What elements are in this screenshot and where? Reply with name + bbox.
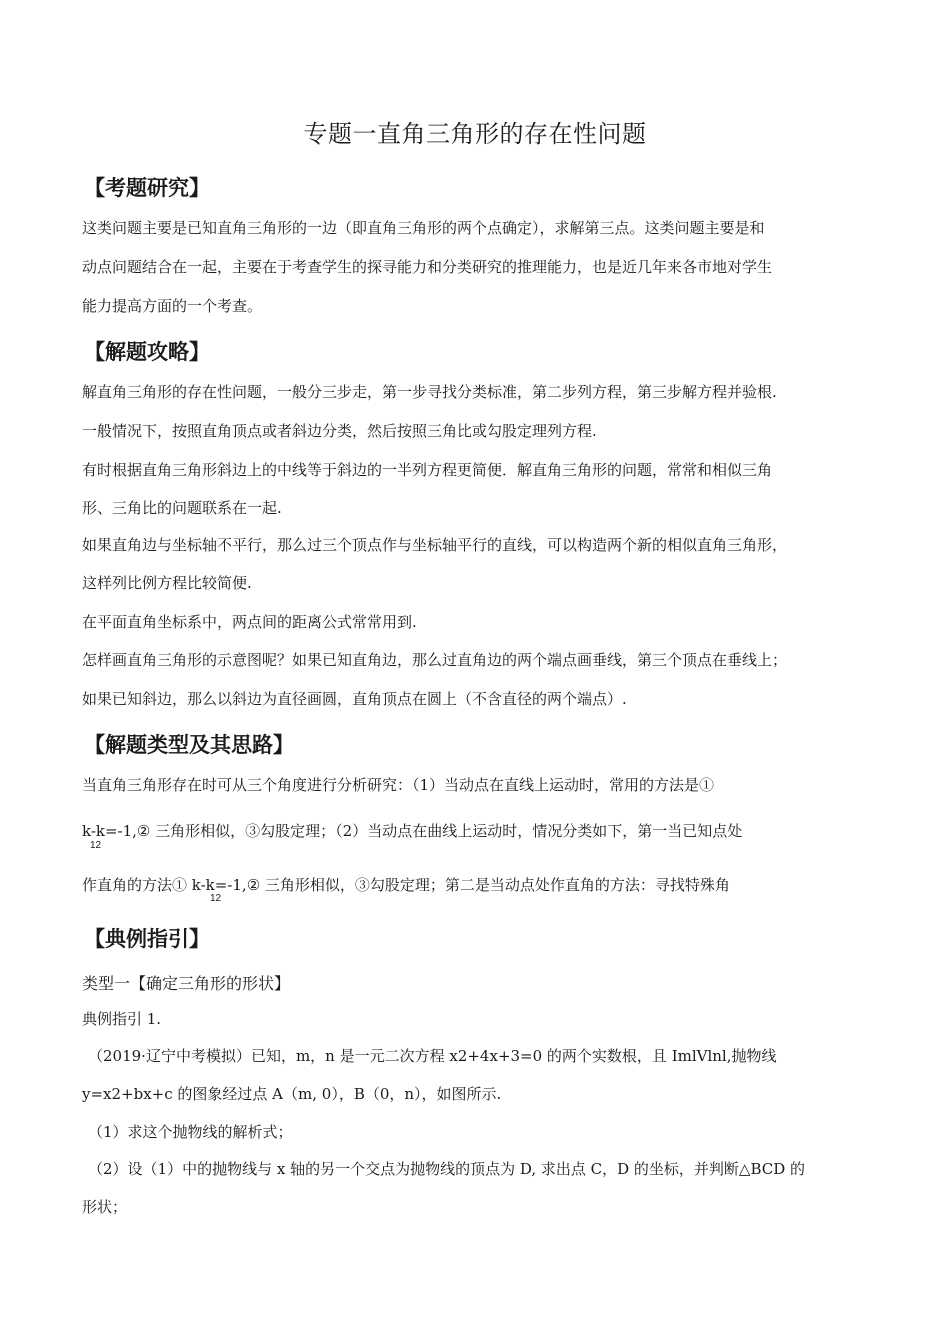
paragraph-line: 当直角三角形存在时可从三个角度进行分析研究：（1）当动点在直线上运动时，常用的方法是① (82, 776, 715, 794)
question-2: （2）设（1）中的抛物线与 x 轴的另一个交点为抛物线的顶点为 D, 求出点 C，D 的坐标，并判断△BCD 的 (88, 1160, 806, 1178)
section-heading-types: 【解题类型及其思路】 (84, 733, 294, 757)
question-1: （1）求这个抛物线的解析式； (88, 1123, 293, 1141)
subscript-label: 12 (210, 893, 222, 904)
paragraph-line: 形、三角比的问题联系在一起. (82, 499, 282, 517)
subscript-label: 12 (90, 840, 102, 851)
paragraph-line: 这样列比例方程比较简便. (82, 574, 252, 592)
problem-line: y=x2+bx+c 的图象经过点 A（m, 0），B（0，n），如图所示. (82, 1085, 502, 1103)
type-label: 类型一【确定三角形的形状】 (82, 974, 291, 993)
paragraph-line: 如果直角边与坐标轴不平行，那么过三个顶点作与坐标轴平行的直线，可以构造两个新的相似直角三角形， (82, 536, 788, 554)
example-label: 典例指引 1. (82, 1010, 162, 1028)
paragraph-line: 有时根据直角三角形斜边上的中线等于斜边的一半列方程更简便．解直角三角形的问题，常常和相似三角 (82, 461, 773, 479)
problem-line: （2019·辽宁中考模拟）已知，m，n 是一元二次方程 x2+4x+3=0 的两个实数根，且 ImlVlnl,抛物线 (88, 1047, 777, 1065)
paragraph-line: 在平面直角坐标系中，两点间的距离公式常常用到. (82, 613, 417, 631)
section-heading-strategy: 【解题攻略】 (84, 340, 210, 364)
paragraph-line: k-k=-1,② 三角形相似，③勾股定理；（2）当动点在曲线上运动时，情况分类如下，第一当已知点处 (82, 822, 743, 840)
section-heading-research: 【考题研究】 (84, 176, 210, 200)
paragraph-line: 怎样画直角三角形的示意图呢？如果已知直角边，那么过直角边的两个端点画垂线，第三个顶点在垂线上； (82, 651, 788, 669)
paragraph-line: 如果已知斜边，那么以斜边为直径画圆，直角顶点在圆上（不含直径的两个端点）. (82, 690, 627, 708)
paragraph-line: 作直角的方法① k-k=-1,② 三角形相似，③勾股定理；第二是当动点处作直角的方法：寻找特殊角 (82, 876, 730, 894)
paragraph-line: 解直角三角形的存在性问题，一般分三步走，第一步寻找分类标准，第二步列方程，第三步解方程并验根. (82, 383, 777, 401)
question-2-continued: 形状； (82, 1198, 128, 1216)
paragraph-line: 这类问题主要是已知直角三角形的一边（即直角三角形的两个点确定），求解第三点。这类问题主要是和 (82, 219, 765, 237)
document-title: 专题一直角三角形的存在性问题 (303, 120, 647, 148)
paragraph-line: 能力提高方面的一个考查。 (82, 297, 263, 315)
section-heading-examples: 【典例指引】 (84, 927, 210, 951)
paragraph-line: 动点问题结合在一起，主要在于考查学生的探寻能力和分类研究的推理能力，也是近几年来各市地对学生 (82, 258, 773, 276)
paragraph-line: 一般情况下，按照直角顶点或者斜边分类，然后按照三角比或勾股定理列方程. (82, 422, 597, 440)
